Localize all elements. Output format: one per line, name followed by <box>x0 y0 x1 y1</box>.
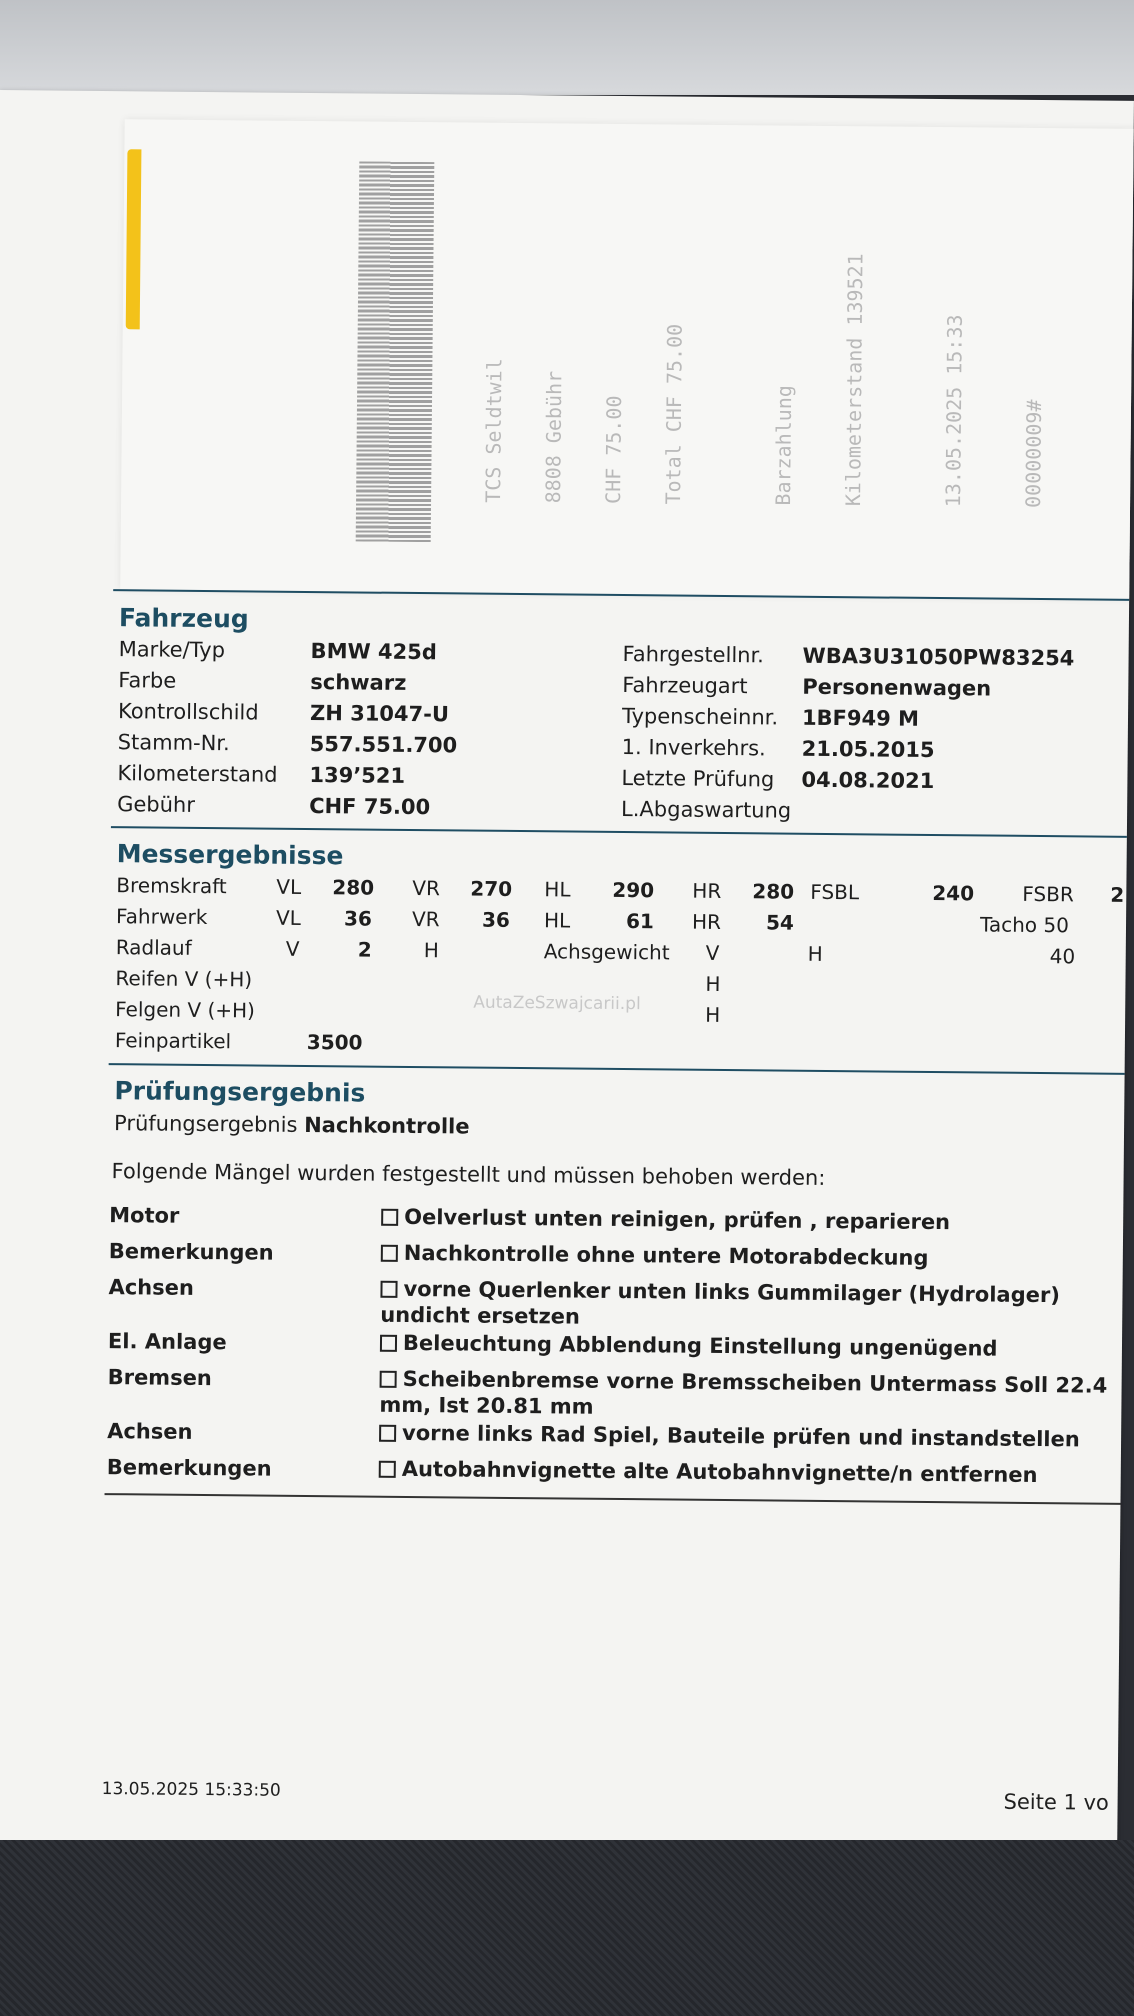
measure-value: 36 <box>343 906 373 931</box>
vehicle-label: Fahrgestellnr. <box>622 642 765 668</box>
vehicle-value: 139’521 <box>309 763 406 788</box>
measure-axis: VR <box>412 875 441 901</box>
defect-item <box>380 1330 1110 1363</box>
receipt-line: CHF 75.00 <box>601 395 627 505</box>
background-top <box>0 0 1134 95</box>
measurements-title: Messergebnisse <box>116 839 344 871</box>
measure-value: 2 <box>357 937 372 962</box>
vehicle-label: Gebühr <box>117 792 196 817</box>
measure-axis: VL <box>276 874 302 899</box>
measure-axis: H <box>807 941 823 966</box>
vehicle-value: ZH 31047-U <box>309 701 450 727</box>
result-title: Prüfungsergebnis <box>114 1076 366 1108</box>
defect-text: vorne Querlenker unten links Gummilager (Hydrolager) undicht ersetzen <box>380 1276 1060 1329</box>
tacho-value: Tacho 50 <box>979 912 1070 938</box>
measure-axis: V <box>285 936 300 961</box>
defect-item <box>379 1420 1109 1453</box>
measure-value: 54 <box>765 910 795 935</box>
measure-value: 240 <box>932 880 975 906</box>
vehicle-label: Typenscheinnr. <box>621 704 779 730</box>
section-rule <box>109 1063 1134 1075</box>
vehicle-label: Farbe <box>118 668 177 693</box>
checkbox-icon[interactable] <box>381 1209 398 1226</box>
defect-item <box>381 1204 1111 1237</box>
measure-value: 290 <box>612 877 655 903</box>
measure-label: Feinpartikel <box>114 1028 232 1054</box>
defect-text: Autobahnvignette alte Autobahnvignette/n entfernen <box>401 1456 1038 1488</box>
measure-axis: HR <box>691 909 722 934</box>
checkbox-icon[interactable] <box>379 1425 396 1442</box>
measure-axis: H <box>705 971 721 996</box>
measure-value: 61 <box>625 909 655 934</box>
checkbox-icon[interactable] <box>380 1281 397 1298</box>
defect-category: Bemerkungen <box>106 1455 272 1481</box>
defect-category: Bemerkungen <box>108 1239 274 1265</box>
measure-axis: V <box>705 940 720 965</box>
measure-axis: H <box>705 1002 721 1027</box>
background-fabric <box>0 1840 1134 2016</box>
measure-value: 270 <box>470 876 513 901</box>
measure-label: Bremskraft <box>116 873 227 899</box>
vehicle-value: schwarz <box>310 670 407 695</box>
defect-item <box>381 1240 1111 1273</box>
checkbox-icon[interactable] <box>381 1245 398 1262</box>
footer-page-number: Seite 1 vo <box>1003 1789 1109 1815</box>
vehicle-title: Fahrzeug <box>118 603 249 634</box>
measure-axis: H <box>423 938 439 963</box>
vehicle-label: Stamm-Nr. <box>117 730 230 756</box>
measure-axis: HL <box>544 877 571 902</box>
footer-timestamp: 13.05.2025 15:33:50 <box>101 1779 281 1801</box>
defect-text: Oelverlust unten reinigen, prüfen , reparieren <box>404 1204 951 1235</box>
measure-axis: HR <box>692 878 722 903</box>
defects-intro: Folgende Mängel wurden festgestellt und müssen behoben werden: <box>111 1159 826 1190</box>
measure-axis: FSBR <box>1022 881 1074 907</box>
defect-item <box>380 1276 1110 1335</box>
receipt-line: TCS Seldtwil <box>481 358 507 503</box>
tacho-value: 40 <box>1049 944 1076 969</box>
receipt-line: 13.05.2025 15:33 <box>941 314 967 508</box>
receipt-line: 00000009# <box>1021 399 1047 509</box>
yellow-tape-tab <box>126 149 142 329</box>
receipt-line: Barzahlung <box>771 385 797 506</box>
checkbox-icon[interactable] <box>379 1461 396 1478</box>
defect-category: Motor <box>109 1203 180 1228</box>
measure-label: Radlauf <box>115 935 192 960</box>
defect-text: vorne links Rad Spiel, Bauteile prüfen und instandstellen <box>402 1420 1080 1452</box>
defect-item <box>379 1366 1109 1425</box>
measure-value: 3500 <box>306 1029 363 1055</box>
receipt-line: Total CHF 75.00 <box>661 323 687 505</box>
receipt-line: 8808 Gebühr <box>541 370 567 504</box>
measure-value: 280 <box>332 875 375 900</box>
vehicle-label: Kontrollschild <box>117 699 259 725</box>
measure-axis: VL <box>275 905 302 930</box>
defect-category: Achsen <box>107 1419 193 1444</box>
measure-label: Achsgewicht <box>543 939 670 965</box>
vehicle-value: 04.08.2021 <box>801 767 935 793</box>
vehicle-value: Personenwagen <box>802 674 992 701</box>
section-rule <box>111 826 1134 838</box>
vehicle-label: Fahrzeugart <box>622 673 748 699</box>
measure-axis: FSBL <box>810 879 860 905</box>
measure-value: 280 <box>752 879 795 904</box>
measure-axis: HL <box>543 908 571 933</box>
defect-text: Nachkontrolle ohne untere Motorabdeckung <box>403 1240 929 1270</box>
checkbox-icon[interactable] <box>380 1335 397 1352</box>
defect-text: Beleuchtung Abblendung Einstellung ungenügend <box>402 1330 998 1361</box>
vehicle-value: 21.05.2015 <box>801 736 935 763</box>
vehicle-label: L.Abgaswartung <box>621 796 792 823</box>
receipt-line: Kilometerstand 139521 <box>841 253 868 507</box>
result-value: Nachkontrolle <box>304 1112 470 1139</box>
measure-axis: VR <box>411 906 440 932</box>
measure-label: Fahrwerk <box>115 904 208 930</box>
vehicle-value: WBA3U31050PW83254 <box>802 643 1075 671</box>
measure-value: 36 <box>481 907 511 932</box>
section-rule <box>105 1493 1134 1505</box>
defect-category: Achsen <box>108 1275 194 1300</box>
vehicle-value: CHF 75.00 <box>309 794 431 820</box>
vehicle-label: Kilometerstand <box>117 761 278 787</box>
vehicle-value: 557.551.700 <box>309 732 458 758</box>
defect-text: Scheibenbremse vorne Bremsscheiben Untermass Soll 22.4 mm, Ist 20.81 mm <box>379 1366 1108 1419</box>
measure-value: 2 <box>1110 882 1125 907</box>
result-label <box>114 1111 470 1138</box>
taped-receipt <box>120 119 1134 599</box>
inspection-report-page <box>0 90 1134 1856</box>
vehicle-label: Letzte Prüfung <box>621 765 775 792</box>
watermark: AutaZeSzwajcarii.pl <box>473 992 641 1015</box>
barcode-icon <box>356 161 435 542</box>
vehicle-label: 1. Inverkehrs. <box>621 734 766 761</box>
vehicle-label: Marke/Typ <box>118 637 226 663</box>
measure-label: Reifen V (+H) <box>115 966 253 992</box>
measure-label: Felgen V (+H) <box>115 997 256 1023</box>
defect-item <box>379 1456 1109 1489</box>
defect-category: El. Anlage <box>107 1329 227 1355</box>
vehicle-value: BMW 425d <box>310 639 437 665</box>
vehicle-value: 1BF949 M <box>801 705 920 731</box>
checkbox-icon[interactable] <box>380 1371 397 1388</box>
defect-category: Bremsen <box>107 1365 212 1391</box>
result-label-text: Prüfungsergebnis <box>113 1111 298 1137</box>
